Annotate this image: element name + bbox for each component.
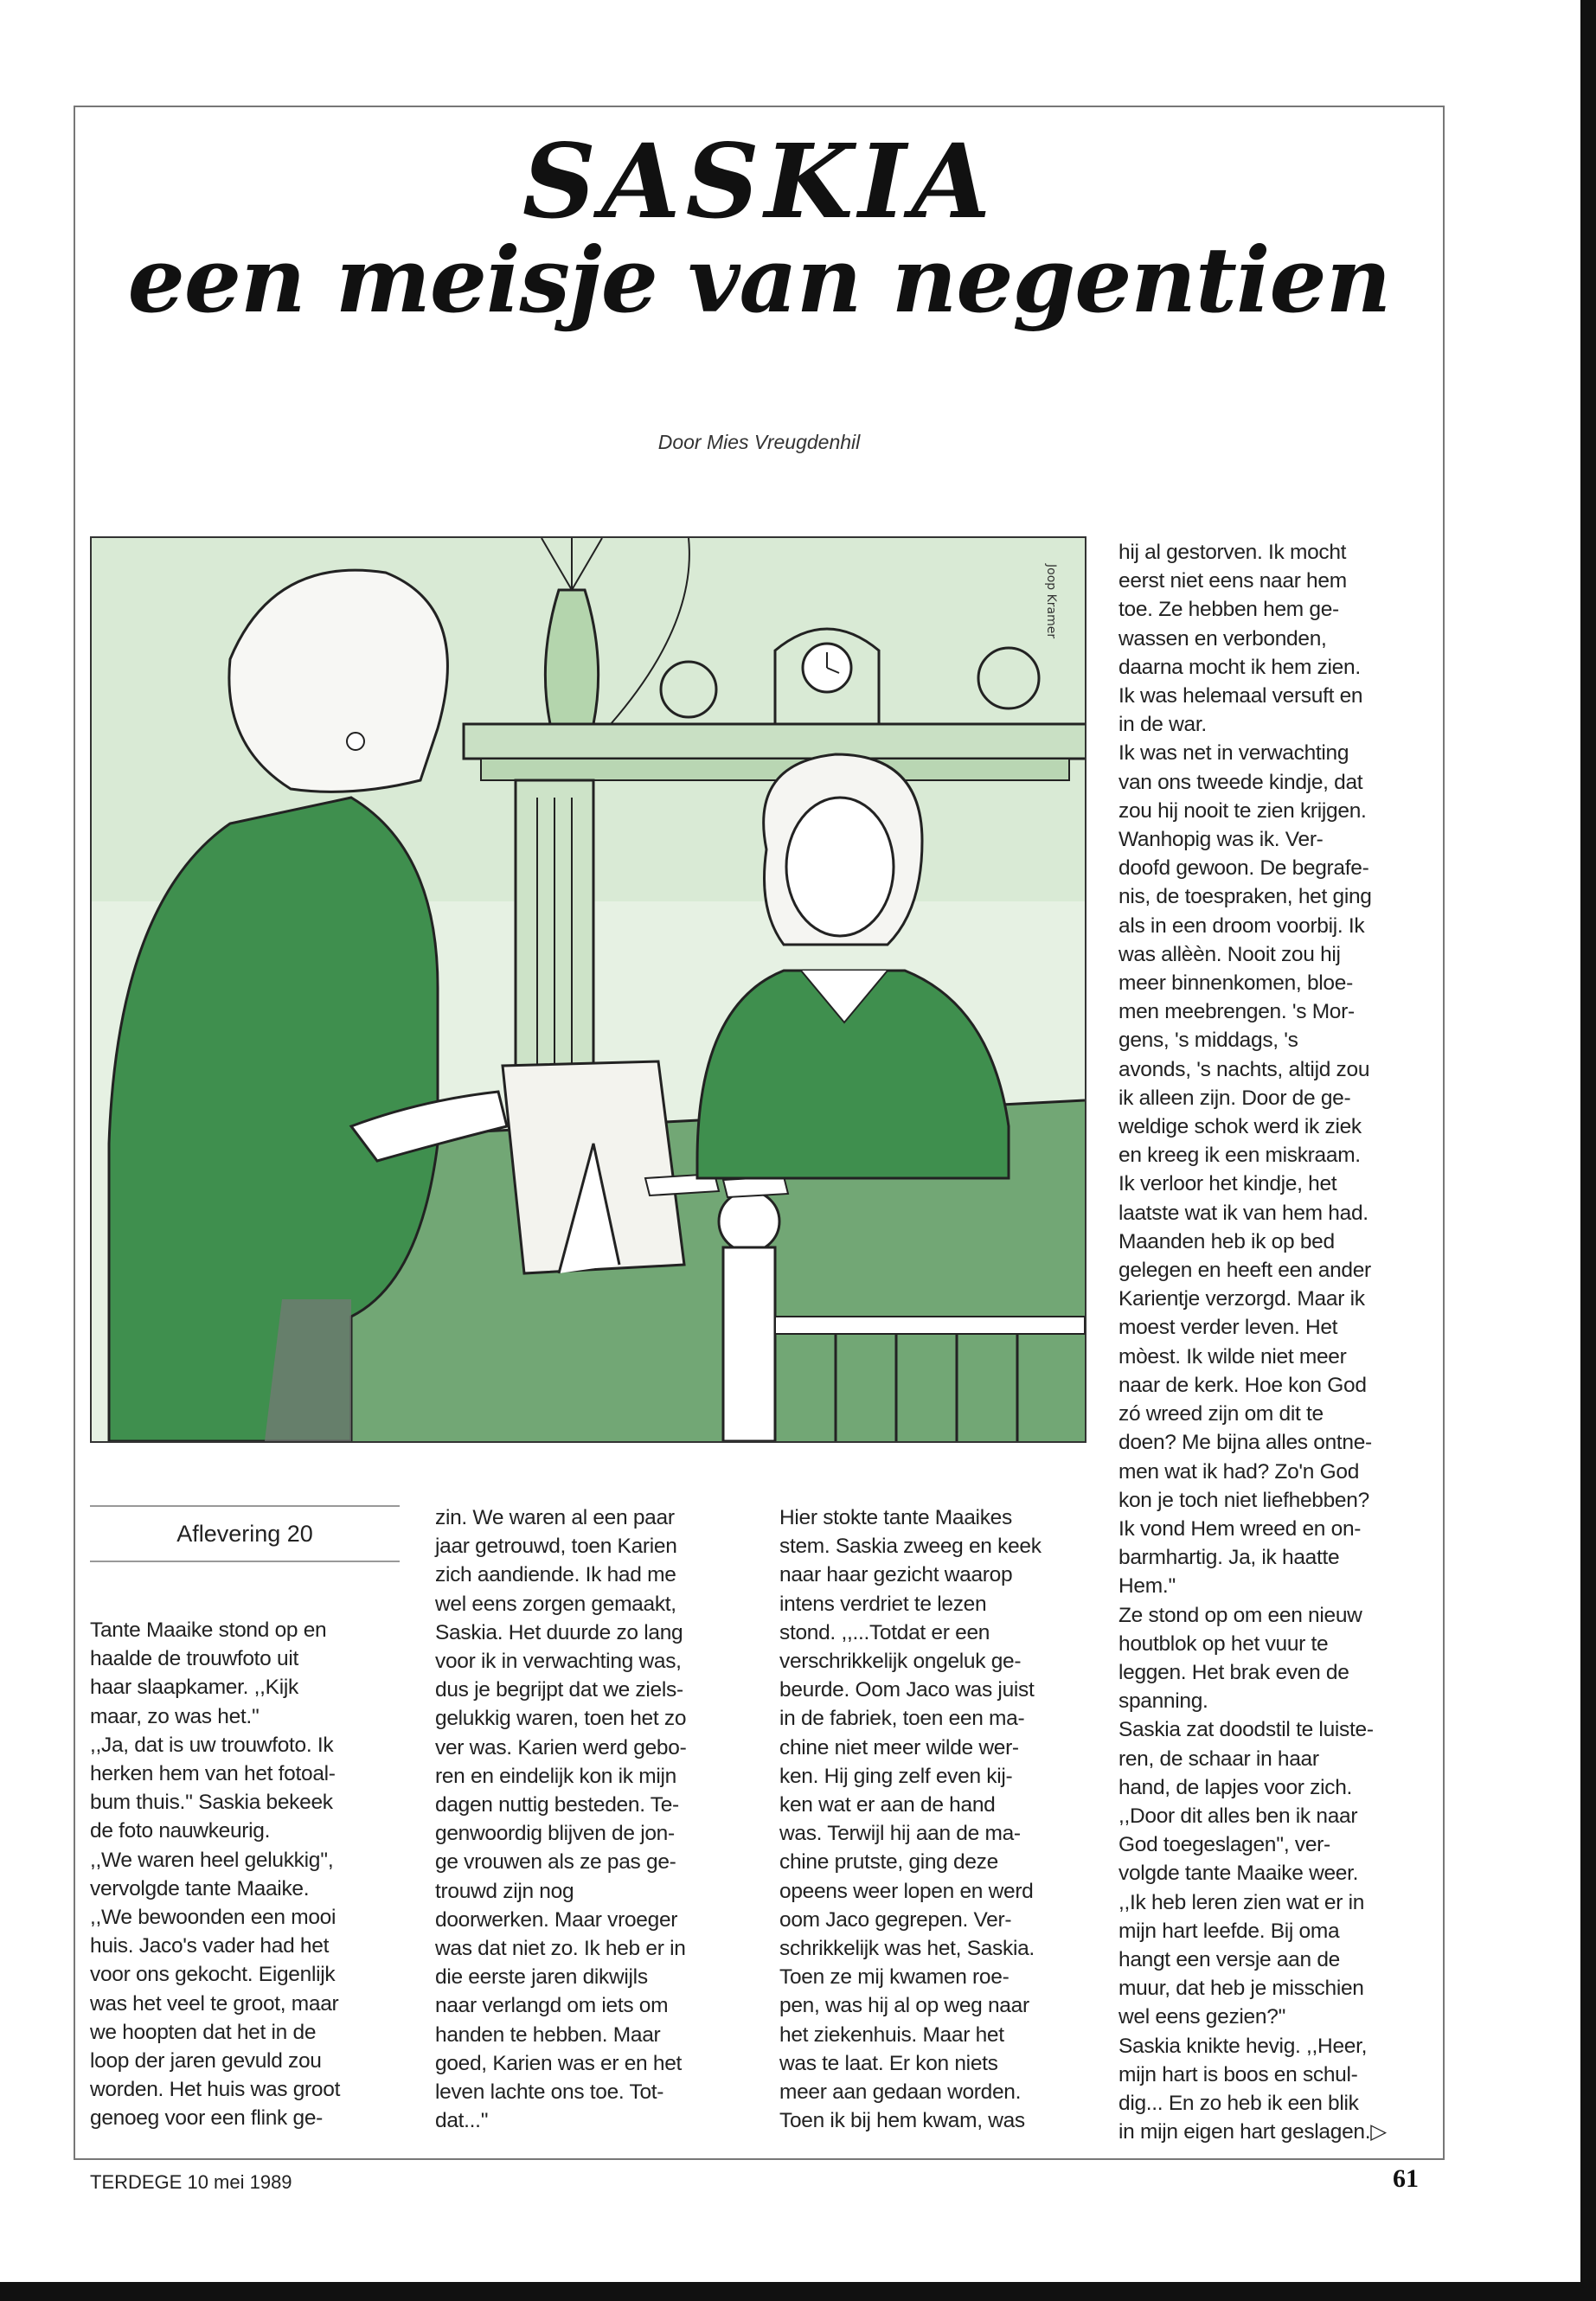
- scan-edge-bottom: [0, 2282, 1596, 2301]
- illustrator-signature: Joop Kramer: [1044, 564, 1058, 639]
- publication-footer: TERDEGE 10 mei 1989: [90, 2171, 292, 2193]
- text-column-2: zin. We waren al een paar jaar getrouwd, toen Karien zich aandiende. Ik had me wel eens zorgen gemaakt, Saskia. Het duurde zo lang voor ik in verwachting was, dus je begrijpt dat we ziels- gelukkig waren, toen het zo ver was. Karien werd gebo- ren en eindelijk kon ik mijn dagen nuttig besteden. Te- genwoordig blijven de jon- ge vrouwen als ze pas ge- trouwd zijn nog doorwerken. Maar vroeger was dat niet zo. Ik heb er in die eerste jaren dikwijls naar verlangd om iets om handen te hebben. Maar goed, Karien was er en het leven lachte ons toe. Tot- dat...'': [435, 1506, 687, 2133]
- story-illustration: [90, 536, 1086, 1443]
- episode-label: Aflevering 20: [90, 1505, 400, 1562]
- author-byline: Door Mies Vreugdenhil: [657, 431, 861, 453]
- story-subtitle: een meisje van negentien: [127, 227, 1391, 333]
- page-number: 61: [1393, 2164, 1419, 2193]
- text-column-3: Hier stokte tante Maaikes stem. Saskia zweeg en keek naar haar gezicht waarop intens verdriet te lezen stond. ,,...Totdat er een verschrikkelijk ongeluk ge- beurde. Oom Jaco was juist in de fabriek, toen een ma- chine niet meer wilde wer- ken. Hij ging zelf even kij- ken wat er aan de hand was. Terwijl hij aan de ma- chine prutste, ging deze opeens weer lopen en werd oom Jaco gegrepen. Ver- schrikkelijk was het, Saskia. Toen ze mij kwamen roe- pen, was hij al op weg naar het ziekenhuis. Maar het was te laat. Er kon niets meer aan gedaan worden. Toen ik bij hem kwam, was: [779, 1506, 1042, 2133]
- illustration-drawing: [92, 538, 1085, 1441]
- scan-edge-right: [1580, 0, 1596, 2301]
- story-title: SASKIA: [522, 121, 997, 241]
- text-column-4: hij al gestorven. Ik mocht eerst niet eens naar hem toe. Ze hebben hem ge- wassen en verbonden, daarna mocht ik hem zien. Ik was helemaal versuft en in de war. Ik was net in verwachting van ons tweede kindje, dat zou hij nooit te zien krijgen. Wanhopig was ik. Ver- doofd gewoon. De begrafe- nis, de toespraken, het ging als in een droom voorbij. Ik was allèèn. Nooit zou hij meer binnenkomen, bloe- men meebrengen. 's Mor- gens, 's middags, 's avonds, 's nachts, altijd zou ik alleen zijn. Door de ge- weldige schok werd ik ziek en kreeg ik een miskraam. Ik verloor het kindje, het laatste wat ik van hem had. Maanden heb ik op bed gelegen en heeft een ander Karientje verzorgd. Maar ik moest verder leven. Het mòest. Ik wilde niet meer naar de kerk. Hoe kon God zó wreed zijn om dit te doen? Me bijna alles ontne- men wat ik had? Zo'n God kon je toch niet liefhebben? Ik vond Hem wreed en on- barmhartig. Ja, ik haatte Hem.'' Ze stond op om een nieuw houtblok op het vuur te leggen. Het brak even de spanning. Saskia zat doodstil te luiste- ren, de schaar in haar hand, de lapjes voor zich. ,,Door dit alles ben ik naar God toegeslagen'', ver- volgde tante Maaike weer. ,,Ik heb leren zien wat er in mijn hart leefde. Bij oma hangt een versje aan de muur, dat heb je misschien wel eens gezien?'' Saskia knikte hevig. ,,Heer, mijn hart is boos en schul- dig... En zo heb ik een blik in mijn eigen hart geslagen.▷: [1118, 541, 1387, 2144]
- text-column-1: Tante Maaike stond op en haalde de trouwfoto uit haar slaapkamer. ,,Kijk maar, zo was het.'' ,,Ja, dat is uw trouwfoto. Ik herken hem van het fotoal- bum thuis.'' Saskia bekeek de foto nauwkeurig. ,,We waren heel gelukkig'', vervolgde tante Maaike. ,,We bewoonden een mooi huis. Jaco's vader had het voor ons gekocht. Eigenlijk was het veel te groot, maar we hoopten dat het in de loop der jaren gevuld zou worden. Het huis was groot genoeg voor een flink ge-: [90, 1618, 341, 2131]
